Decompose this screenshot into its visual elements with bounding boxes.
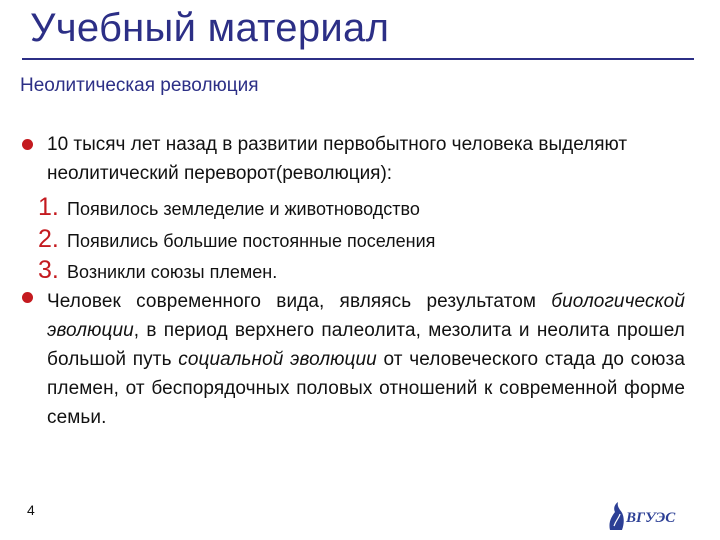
- slide-subtitle: Неолитическая революция: [20, 75, 259, 96]
- bullet-2-italic: биологической эволюции: [47, 291, 685, 341]
- bullet-2-italic: социальной эволюции: [178, 349, 377, 370]
- numbered-item: [38, 225, 435, 255]
- item-text: Появилось земледелие и животноводство: [67, 199, 420, 219]
- item-text: Появились большие постоянные поселения: [67, 231, 436, 251]
- slide-title: Учебный материал: [30, 6, 390, 50]
- bullet-icon: [22, 292, 33, 303]
- item-text: Возникли союзы племен.: [67, 262, 278, 282]
- bullet-2-part: от человеческого стада до союза племен, от беспорядочных половых отношений к современной форме семьи.: [47, 349, 685, 428]
- numbered-item: [38, 193, 420, 223]
- logo-text: ВГУЭС: [626, 510, 676, 526]
- bullet-2-part: , в период верхнего палеолита, мезолита и неолита прошел большой путь: [47, 320, 685, 370]
- title-divider: [22, 58, 694, 60]
- bullet-1-text: 10 тысяч лет назад в развитии первобытного человека выделяют неолитический переворот(революция):: [47, 134, 628, 184]
- item-number: 3.: [38, 256, 59, 284]
- item-number: 1.: [38, 193, 59, 221]
- bullet-2-text: [47, 287, 685, 432]
- university-logo-icon: [606, 500, 686, 532]
- item-number: 2.: [38, 225, 59, 253]
- numbered-item: [38, 256, 277, 286]
- bullet-icon: [22, 139, 33, 150]
- page-number: 4: [27, 502, 35, 518]
- bullet-2-part: Человек современного вида, являясь результатом: [47, 291, 552, 312]
